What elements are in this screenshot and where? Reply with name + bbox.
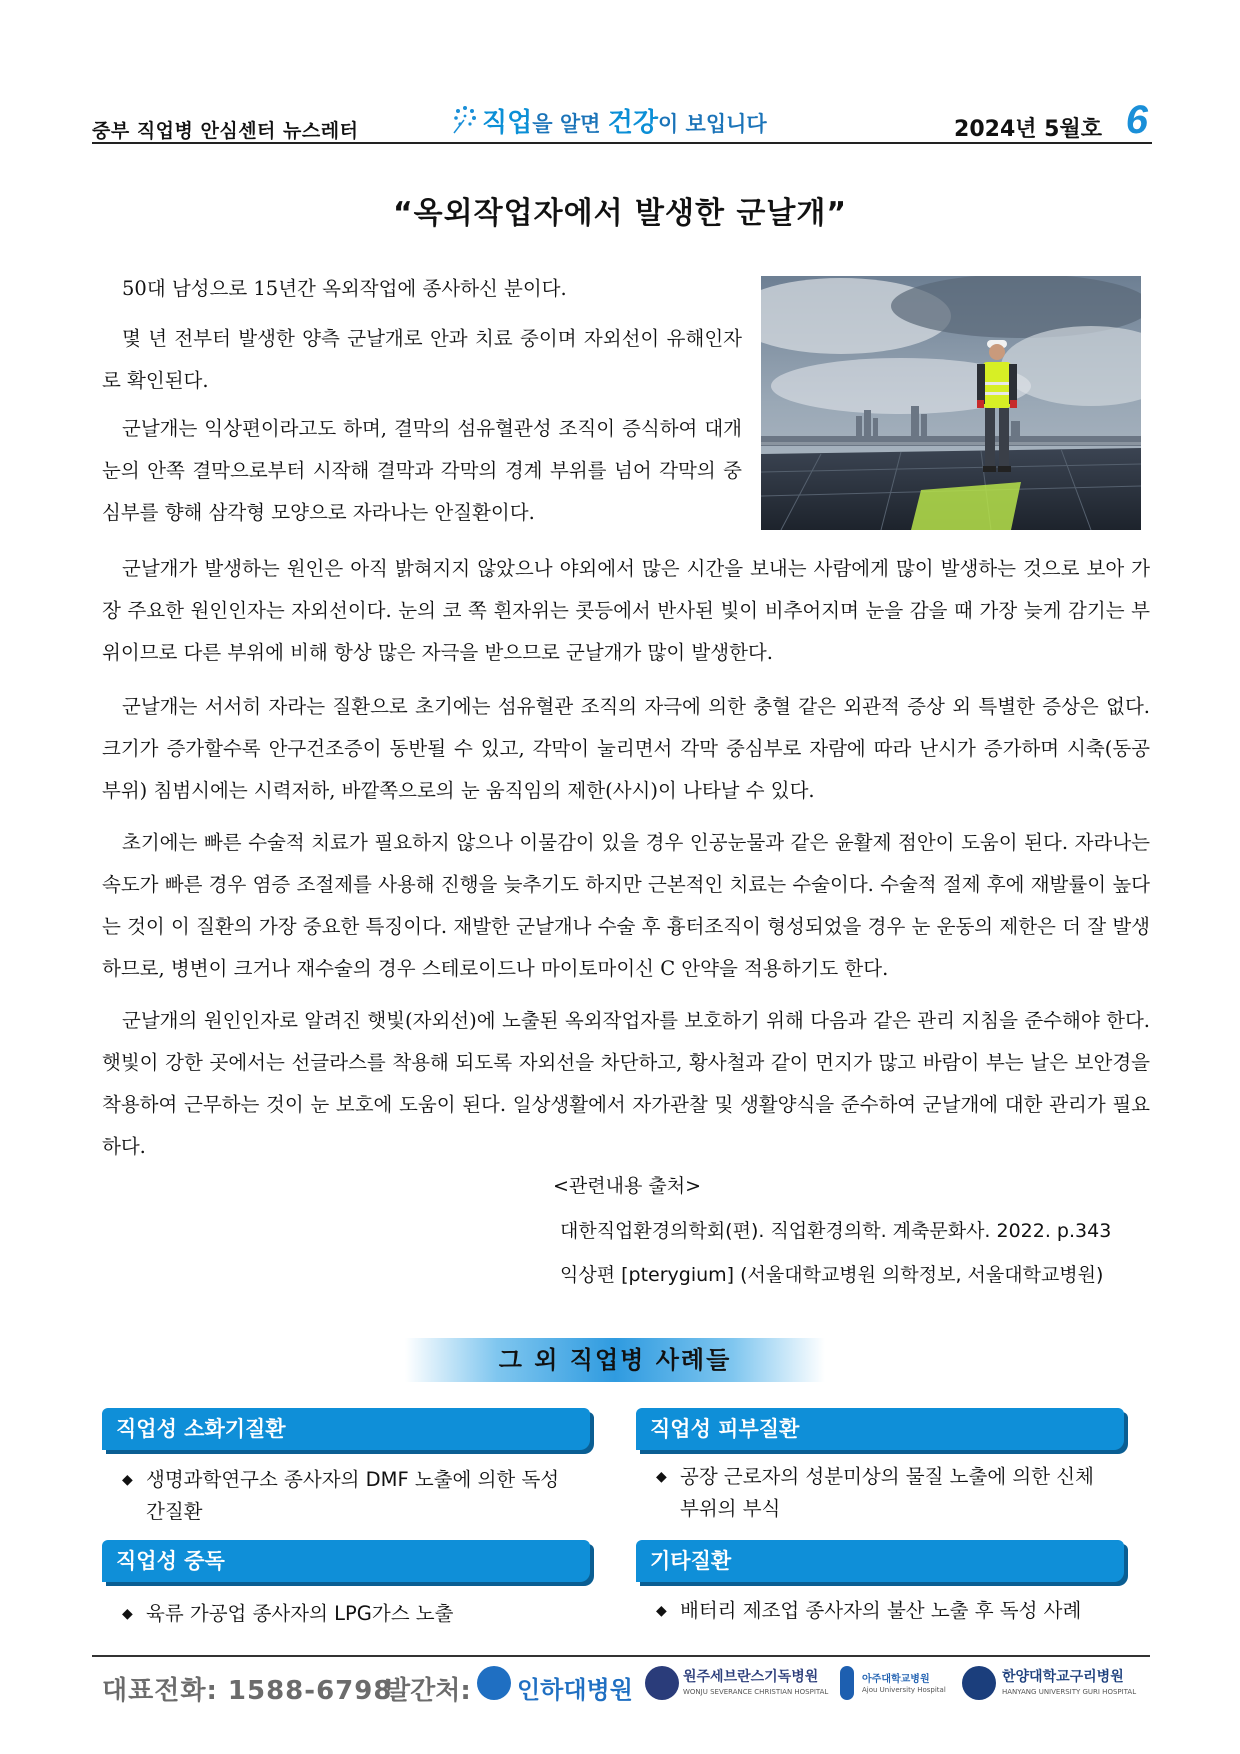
paragraph-2: 몇 년 전부터 발생한 양측 군날개로 안과 치료 중이며 자외선이 유해인자로 확인된다. — [102, 327, 742, 392]
contact-phone: 대표전화: 1588-6798 — [102, 1676, 393, 1706]
publisher-label: 발간처: — [385, 1676, 471, 1706]
paragraph-5: 군날개는 서서히 자라는 질환으로 초기에는 섬유혈관 조직의 자극에 의한 충혈 같은 외관적 증상 외 특별한 증상은 없다. 크기가 증가할수록 안구건조증이 동반될 수 있고, 각막이 눌리면서 각막 중심부로 자람에 따라 난시가 증가하며 시축(동공 부위) 침범시에는 시력저하, 바깥쪽으로의 눈 움직임의 제한(사시)이 나타날 수 있다. — [102, 695, 1150, 802]
paragraph-3: 군날개는 익상편이라고도 하며, 결막의 섬유혈관성 조직이 증식하여 대개 눈의 안쪽 결막으로부터 시작해 결막과 각막의 경계 부위를 넘어 각막의 중심부를 향해 삼각형 모양으로 자라나는 안질환이다. — [102, 417, 742, 524]
inha-hospital-logo: 인하대병원 — [477, 1664, 642, 1704]
hanyang-guri-logo: 한양대학교구리병원 HANYANG UNIVERSITY GURI HOSPITAL — [962, 1664, 1152, 1704]
wonju-severance-logo: 원주세브란스기독병원 WONJU SEVERANCE CHRISTIAN HOSPITAL — [645, 1664, 835, 1704]
source-item: 익상편 [pterygium] (서울대학교병원 의학정보, 서울대학교병원) — [560, 1264, 1104, 1286]
diamond-bullet-icon: ◆ — [122, 1472, 133, 1488]
burst-icon — [452, 104, 478, 134]
newsletter-header — [92, 96, 1152, 146]
case-item-digestive: ◆ 생명과학연구소 종사자의 DMF 노출에 의한 독성 간질환 — [122, 1464, 572, 1528]
diamond-bullet-icon: ◆ — [656, 1469, 667, 1485]
article-title: “옥외작업자에서 발생한 군날개” — [392, 196, 848, 231]
paragraph-4: 군날개가 발생하는 원인은 아직 밝혀지지 않았으나 야외에서 많은 시간을 보내는 사람에게 많이 발생하는 것으로 보아 가장 주요한 원인인자는 자외선이다. 눈의 코 쪽 흰자위는 콧등에서 반사된 빛이 비추어지며 눈을 감을 때 가장 늦게 감기는 부위이므로 다른 부위에 비해 항상 많은 자극을 받으므로 군날개가 많이 발생한다. — [102, 557, 1150, 664]
slogan: 직업을 알면 건강이 보입니다 — [482, 102, 767, 139]
other-cases-banner: 그 외 직업병 사례들 — [405, 1338, 825, 1382]
severance-emblem-icon — [645, 1666, 679, 1700]
newsletter-name: 중부 직업병 안심센터 뉴스레터 — [92, 120, 359, 142]
diamond-bullet-icon: ◆ — [122, 1606, 133, 1622]
paragraph-7: 군날개의 원인인자로 알려진 햇빛(자외선)에 노출된 옥외작업자를 보호하기 위해 다음과 같은 관리 지침을 준수해야 한다. 햇빛이 강한 곳에서는 선글라스를 착용해 되도록 자외선을 차단하고, 황사철과 같이 먼지가 많고 바람이 부는 날은 보안경을 착용하여 근무하는 것이 눈 보호에 도움이 된다. 일상생활에서 자가관찰 및 생활양식을 준수하여 군날개에 대한 관리가 필요하다. — [102, 1009, 1150, 1158]
rooftop-worker-photo — [761, 276, 1141, 530]
case-item-other: ◆ 배터리 제조업 종사자의 불산 노출 후 독성 사례 — [656, 1595, 1136, 1627]
footer — [102, 1662, 1152, 1708]
category-skin: 직업성 피부질환 — [636, 1408, 1124, 1450]
paragraph-6: 초기에는 빠른 수술적 치료가 필요하지 않으나 이물감이 있을 경우 인공눈물과 같은 윤활제 점안이 도움이 된다. 자라나는 속도가 빠른 경우 염증 조절제를 사용해 진행을 늦추기도 하지만 근본적인 치료는 수술이다. 수술적 절제 후에 재발률이 높다는 것이 이 질환의 가장 중요한 특징이다. 재발한 군날개나 수술 후 흉터조직이 형성되었을 경우 눈 운동의 제한은 더 잘 발생하므로, 병변이 크거나 재수술의 경우 스테로이드나 마이토마이신 C 안약을 적용하기도 한다. — [102, 831, 1150, 980]
source-item: 대한직업환경의학회(편). 직업환경의학. 계축문화사. 2022. p.343 — [560, 1220, 1112, 1242]
inha-emblem-icon — [477, 1666, 511, 1700]
ajou-emblem-icon — [840, 1666, 854, 1700]
category-poisoning: 직업성 중독 — [102, 1540, 590, 1582]
hanyang-emblem-icon — [962, 1666, 996, 1700]
page-number: 6 — [1125, 98, 1148, 142]
header-divider — [92, 142, 1152, 144]
case-item-skin: ◆ 공장 근로자의 성분미상의 물질 노출에 의한 신체부위의 부식 — [656, 1461, 1106, 1525]
issue-date: 2024년 5월호 — [954, 117, 1102, 142]
diamond-bullet-icon: ◆ — [656, 1603, 667, 1619]
category-other: 기타질환 — [636, 1540, 1124, 1582]
paragraph-1: 50대 남성으로 15년간 옥외작업에 종사하신 분이다. — [122, 277, 567, 300]
category-digestive: 직업성 소화기질환 — [102, 1408, 590, 1450]
ajou-hospital-logo: 아주대학교병원 Ajou University Hospital — [840, 1664, 960, 1704]
case-item-poisoning: ◆ 육류 가공업 종사자의 LPG가스 노출 — [122, 1598, 572, 1630]
source-heading: <관련내용 출처> — [553, 1175, 702, 1197]
footer-divider — [92, 1655, 1150, 1657]
